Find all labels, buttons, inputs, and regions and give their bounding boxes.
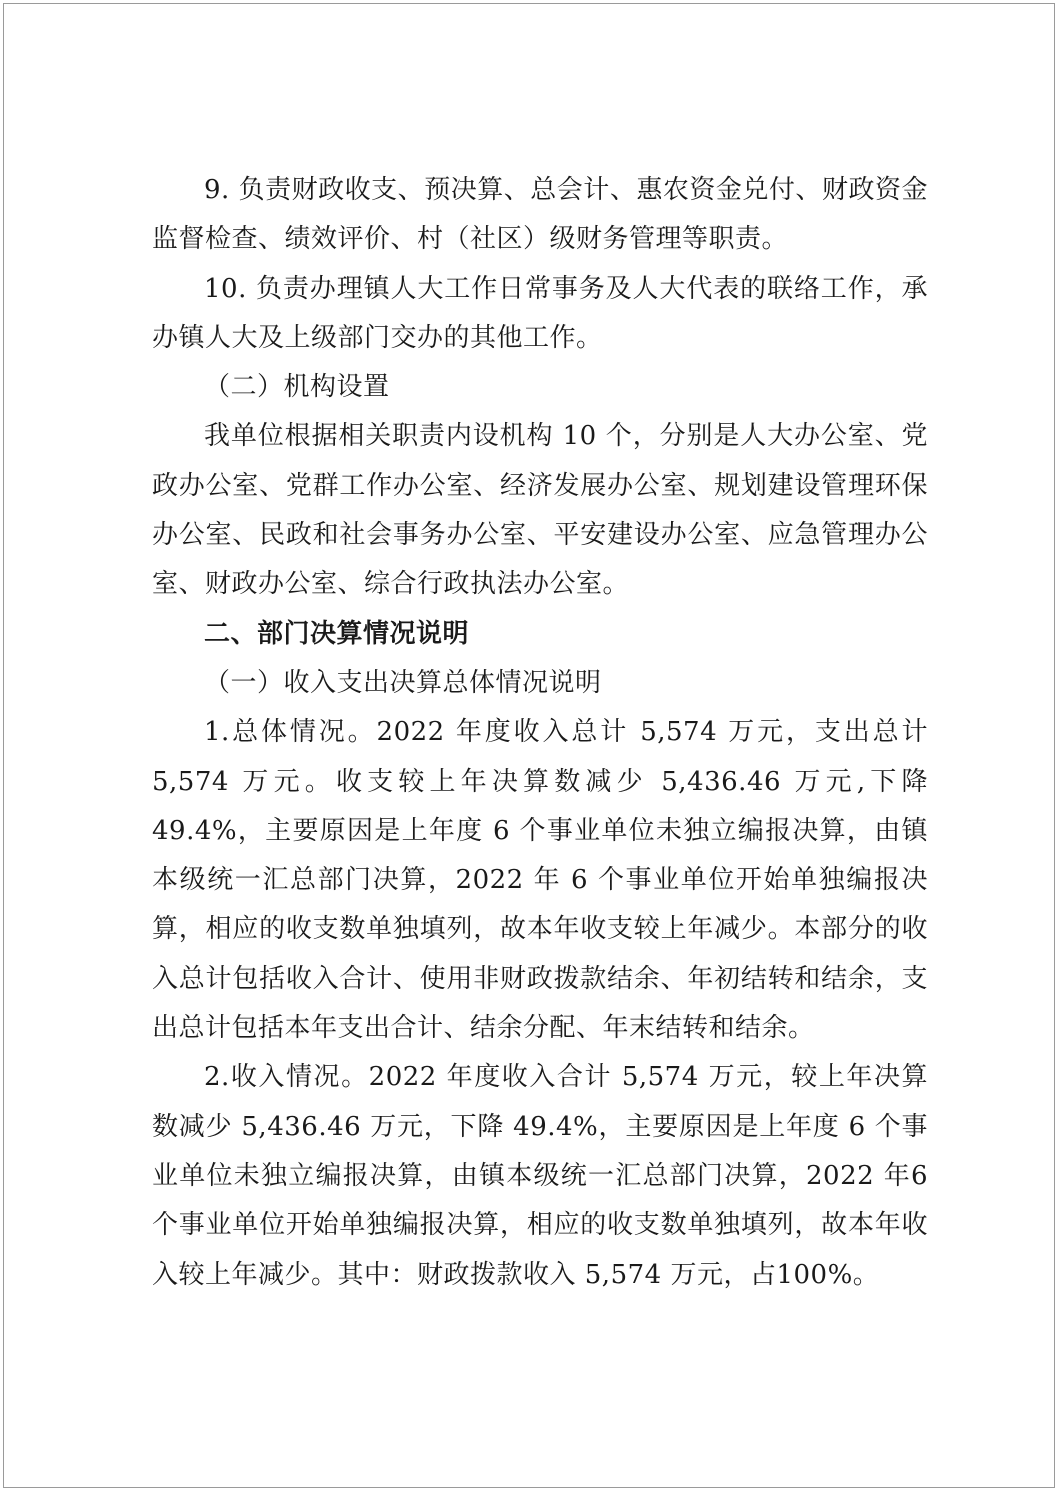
paragraph-income-situation: 2.收入情况。2022 年度收入合计 5,574 万元，较上年决算数减少 5,436.46 万元，下降 49.4%，主要原因是上年度 6 个事业单位未独立编报决算，由镇本级统一汇总部门决算，2022 年6 个事业单位开始单独编报决算，相应的收支数单独填列，故本年收入较上年减少。其中：财政拨款收入 5,574 万元，占100%。 — [152, 1062, 928, 1290]
paragraph-duty-9: 9. 负责财政收支、预决算、总会计、惠农资金兑付、财政资金监督检查、绩效评价、村（社区）级财务管理等职责。 — [152, 175, 928, 255]
heading-income-expense-overview: （一）收入支出决算总体情况说明 — [204, 667, 602, 698]
document-body — [152, 166, 928, 1300]
heading-section-2: 二、部门决算情况说明 — [204, 618, 470, 649]
paragraph-overall-situation: 1.总体情况。2022 年度收入总计 5,574 万元，支出总计5,574 万元。收支较上年决算数减少 5,436.46 万元,下降 49.4%，主要原因是上年度 6 个事业单位未独立编报决算，由镇本级统一汇总部门决算，2022 年 6 个事业单位开始单独编报决算，相应的收支数单独填列，故本年收支较上年减少。本部分的收入总计包括收入合计、使用非财政拨款结余、年初结转和结余，支出总计包括本年支出合计、结余分配、年末结转和结余。 — [152, 717, 928, 1044]
paragraph-duty-10: 10. 负责办理镇人大工作日常事务及人大代表的联络工作，承办镇人大及上级部门交办的其他工作。 — [152, 273, 928, 353]
heading-org-structure: （二）机构设置 — [204, 372, 390, 403]
document-page — [3, 3, 1055, 1488]
paragraph-org-structure: 我单位根据相关职责内设机构 10 个，分别是人大办公室、党政办公室、党群工作办公室、经济发展办公室、规划建设管理环保办公室、民政和社会事务办公室、平安建设办公室、应急管理办公室、财政办公室、综合行政执法办公室。 — [152, 421, 928, 600]
